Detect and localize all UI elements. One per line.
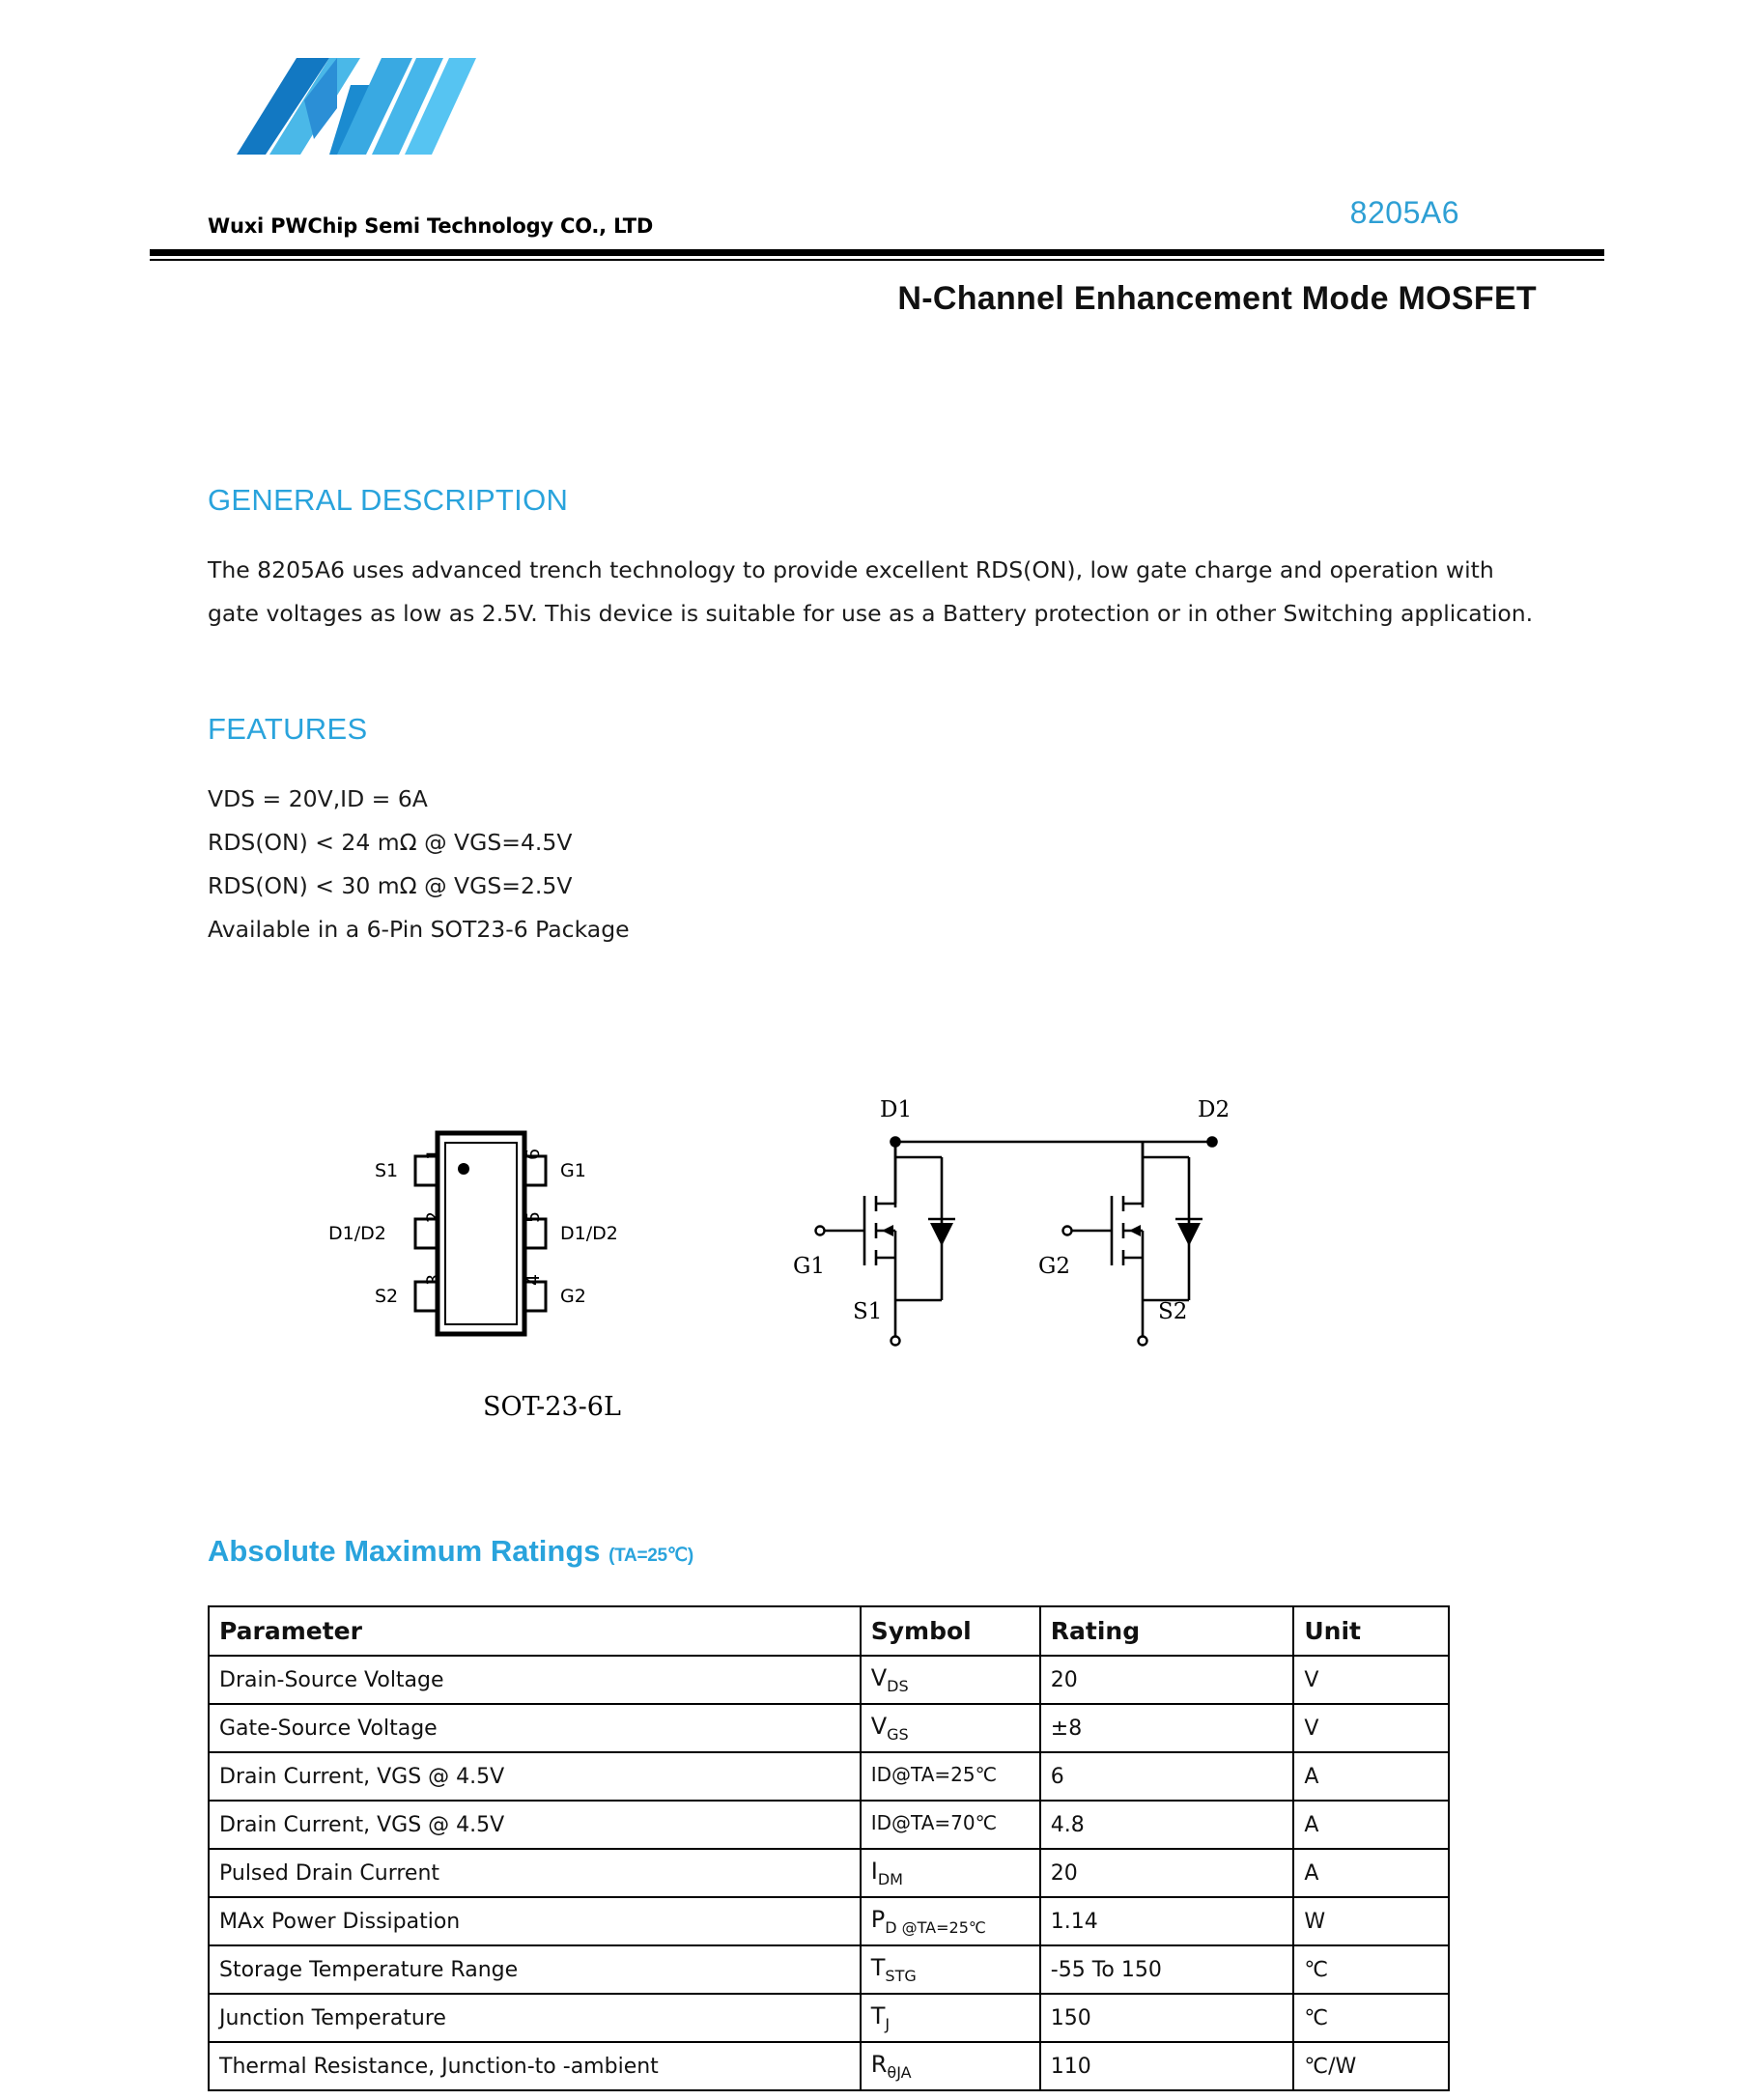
absolute-maximum-ratings-table xyxy=(208,1605,1450,2091)
pin-number-4: 4 xyxy=(523,1273,544,1286)
table-row xyxy=(209,1801,1449,1849)
table-row xyxy=(209,1945,1449,1994)
cell-unit: A xyxy=(1293,1801,1449,1849)
cell-parameter: Drain Current, VGS @ 4.5V xyxy=(209,1801,861,1849)
cell-symbol xyxy=(861,1656,1040,1704)
pin-number-6: 6 xyxy=(523,1148,544,1160)
symbol-main: ID@TA=70℃ xyxy=(870,1811,998,1834)
cell-symbol xyxy=(861,1897,1040,1945)
schematic-figure xyxy=(793,1097,1405,1401)
table-row xyxy=(209,1704,1449,1752)
symbol-main: T xyxy=(870,1954,886,1982)
ratings-condition: (TA=25℃) xyxy=(608,1546,693,1566)
table-row xyxy=(209,1752,1449,1801)
pin-label-g1: G1 xyxy=(560,1160,586,1181)
symbol-main: ID@TA=25℃ xyxy=(870,1763,998,1786)
cell-unit: W xyxy=(1293,1897,1449,1945)
package-caption: SOT-23-6L xyxy=(483,1392,621,1422)
cell-symbol xyxy=(861,2042,1040,2090)
cell-rating: 20 xyxy=(1040,1849,1294,1897)
column-header-parameter: Parameter xyxy=(209,1606,861,1656)
symbol-sub: J xyxy=(885,2014,891,2033)
cell-rating: 20 xyxy=(1040,1656,1294,1704)
column-header-unit: Unit xyxy=(1293,1606,1449,1656)
symbol-sub: DS xyxy=(887,1676,909,1695)
cell-unit: ℃/W xyxy=(1293,2042,1449,2090)
schematic-label-s1: S1 xyxy=(853,1299,883,1324)
feature-item: RDS(ON) < 30 mΩ @ VGS=2.5V xyxy=(208,872,573,899)
company-name: Wuxi PWChip Semi Technology CO., LTD xyxy=(208,214,654,238)
cell-symbol xyxy=(861,1849,1040,1897)
pin-number-1: 1 xyxy=(423,1148,444,1160)
feature-item: Available in a 6-Pin SOT23-6 Package xyxy=(208,916,630,943)
cell-rating: 4.8 xyxy=(1040,1801,1294,1849)
figures-row xyxy=(208,1097,1550,1430)
part-number: 8205A6 xyxy=(1349,195,1459,230)
cell-parameter: Pulsed Drain Current xyxy=(209,1849,861,1897)
cell-unit: ℃ xyxy=(1293,1945,1449,1994)
pin-label-s2: S2 xyxy=(375,1286,399,1307)
table-row xyxy=(209,1656,1449,1704)
cell-parameter: Thermal Resistance, Junction-to -ambient xyxy=(209,2042,861,2090)
symbol-sub: GS xyxy=(887,1724,909,1744)
schematic-label-g2: G2 xyxy=(1038,1254,1071,1279)
symbol-sub: θJA xyxy=(887,2062,912,2082)
table-header-row xyxy=(209,1606,1449,1656)
header-rule xyxy=(150,249,1604,256)
symbol-main: V xyxy=(870,1713,888,1741)
cell-parameter: Drain Current, VGS @ 4.5V xyxy=(209,1752,861,1801)
features-heading: FEATURES xyxy=(208,712,368,746)
symbol-main: R xyxy=(870,2051,888,2079)
cell-parameter: Gate-Source Voltage xyxy=(209,1704,861,1752)
symbol-main: I xyxy=(870,1858,878,1886)
features-list xyxy=(208,778,1367,951)
pin-number-3: 3 xyxy=(423,1273,444,1286)
symbol-sub: DM xyxy=(877,1869,903,1888)
cell-parameter: Junction Temperature xyxy=(209,1994,861,2042)
cell-parameter: Storage Temperature Range xyxy=(209,1945,861,1994)
column-header-symbol: Symbol xyxy=(861,1606,1040,1656)
pin-number-5: 5 xyxy=(523,1210,544,1223)
document-title: N-Channel Enhancement Mode MOSFET xyxy=(897,280,1537,317)
pin-number-2: 2 xyxy=(423,1210,444,1223)
pin-label-g2: G2 xyxy=(560,1286,586,1307)
cell-symbol xyxy=(861,1704,1040,1752)
cell-unit: ℃ xyxy=(1293,1994,1449,2042)
symbol-sub: D @TA=25℃ xyxy=(885,1917,986,1937)
cell-parameter: MAx Power Dissipation xyxy=(209,1897,861,1945)
general-description-text: The 8205A6 uses advanced trench technology to provide excellent RDS(ON), low gate charge and operation with gate voltages as low as 2.5V. This device is suitable for use as a Battery protection or in other Switching application. xyxy=(208,556,1534,627)
schematic-label-d2: D2 xyxy=(1198,1097,1231,1122)
page-header xyxy=(208,0,1546,317)
cell-symbol xyxy=(861,1801,1040,1849)
ratings-heading xyxy=(208,1534,693,1569)
feature-item: RDS(ON) < 24 mΩ @ VGS=4.5V xyxy=(208,829,573,856)
cell-rating: 6 xyxy=(1040,1752,1294,1801)
cell-rating: 150 xyxy=(1040,1994,1294,2042)
company-logo xyxy=(237,50,488,161)
feature-item: VDS = 20V,ID = 6A xyxy=(208,785,428,812)
table-row xyxy=(209,2042,1449,2090)
cell-unit: A xyxy=(1293,1849,1449,1897)
header-rule-thin xyxy=(150,259,1604,261)
cell-symbol xyxy=(861,1752,1040,1801)
package-outline-figure xyxy=(328,1125,744,1434)
schematic-label-s2: S2 xyxy=(1158,1299,1188,1324)
general-description-heading: GENERAL DESCRIPTION xyxy=(208,483,569,517)
cell-rating: ±8 xyxy=(1040,1704,1294,1752)
pin-label-d1d2-left: D1/D2 xyxy=(328,1223,386,1244)
cell-unit: V xyxy=(1293,1656,1449,1704)
cell-rating: 110 xyxy=(1040,2042,1294,2090)
table-row xyxy=(209,1994,1449,2042)
cell-rating: 1.14 xyxy=(1040,1897,1294,1945)
cell-rating: -55 To 150 xyxy=(1040,1945,1294,1994)
cell-unit: V xyxy=(1293,1704,1449,1752)
cell-parameter: Drain-Source Voltage xyxy=(209,1656,861,1704)
cell-unit: A xyxy=(1293,1752,1449,1801)
table-row xyxy=(209,1849,1449,1897)
pin-label-s1: S1 xyxy=(375,1160,399,1181)
symbol-main: V xyxy=(870,1664,888,1692)
schematic-label-d1: D1 xyxy=(880,1097,913,1122)
symbol-main: P xyxy=(870,1906,886,1934)
cell-symbol xyxy=(861,1945,1040,1994)
schematic-label-g1: G1 xyxy=(793,1254,826,1279)
column-header-rating: Rating xyxy=(1040,1606,1294,1656)
symbol-main: T xyxy=(870,2002,886,2030)
table-row xyxy=(209,1897,1449,1945)
cell-symbol xyxy=(861,1994,1040,2042)
symbol-sub: STG xyxy=(885,1966,917,1985)
ratings-heading-text: Absolute Maximum Ratings xyxy=(208,1534,601,1568)
pin-label-d1d2-right: D1/D2 xyxy=(560,1223,618,1244)
